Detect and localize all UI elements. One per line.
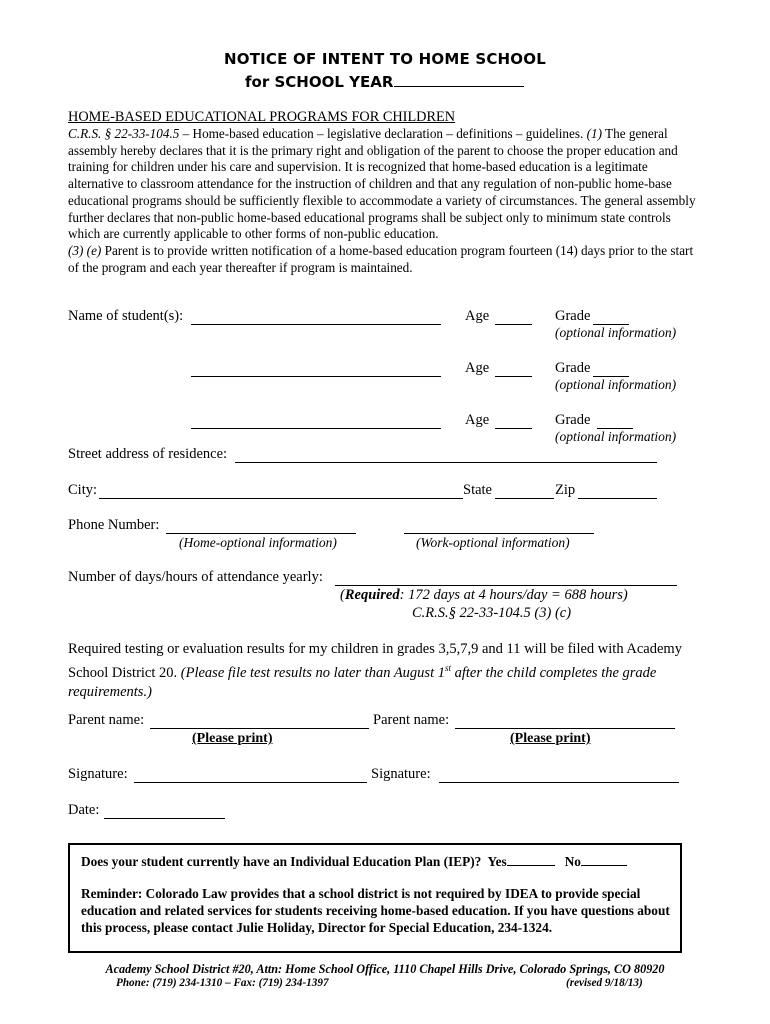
required-open: (	[340, 587, 345, 603]
attendance-required-note	[340, 587, 628, 604]
iep-question-row	[81, 854, 627, 870]
grade-label-1: Grade	[555, 308, 591, 324]
statute-heading: HOME-BASED EDUCATIONAL PROGRAMS FOR CHILDREN	[68, 109, 456, 125]
grade-field-1[interactable]	[593, 312, 629, 325]
attendance-citation: C.R.S.§ 22-33-104.5 (3) (c)	[412, 605, 572, 621]
iep-yes-label: Yes	[487, 854, 507, 869]
student-name-field-3[interactable]	[191, 416, 441, 429]
zip-label: Zip	[555, 482, 576, 498]
iep-notice-box	[68, 843, 682, 953]
age-label-3: Age	[465, 412, 490, 428]
signature-label-2: Signature:	[371, 766, 431, 782]
optional-info-1: (optional information)	[555, 325, 677, 340]
phone-home-field[interactable]	[166, 521, 356, 534]
age-label-2: Age	[465, 360, 490, 376]
phone-label: Phone Number:	[68, 517, 160, 533]
school-year-label: for SCHOOL YEAR	[245, 73, 394, 91]
required-word: Required	[344, 587, 400, 603]
parent-name-field-2[interactable]	[455, 716, 675, 729]
signature-label-1: Signature:	[68, 766, 128, 782]
date-label: Date:	[68, 802, 100, 818]
testing-italic-2: after the child completes the grade requirements.)	[68, 664, 657, 700]
age-field-3[interactable]	[495, 416, 532, 429]
attendance-label: Number of days/hours of attendance yearly:	[68, 569, 323, 585]
grade-label-2: Grade	[555, 360, 591, 376]
street-field[interactable]	[235, 450, 657, 463]
age-label-1: Age	[465, 308, 490, 324]
statute-citation: C.R.S. § 22-33-104.5	[68, 126, 180, 141]
street-label: Street address of residence:	[68, 446, 228, 462]
grade-label-3: Grade	[555, 412, 591, 428]
required-text: : 172 days at 4 hours/day = 688 hours)	[399, 587, 628, 603]
parent-name-label-2: Parent name:	[373, 712, 450, 728]
iep-no-label: No	[564, 854, 581, 869]
state-label: State	[463, 482, 492, 498]
city-label: City:	[68, 482, 98, 498]
optional-info-2: (optional information)	[555, 377, 677, 392]
statute-section	[68, 108, 700, 276]
phone-work-hint: (Work-optional information)	[416, 535, 570, 550]
statute-p1-body: The general assembly hereby declares that it is the primary right and obligation of the parent to choose the proper education and training for children under his care and supervision. It is recognized that home-based education is a legitimate alternative to classroom attendance for the instruction of children and that any regulation of non-public home-base educational programs should be sufficiently flexible to accommodate a variety of circumstances. The general assembly further declares that non-public home-based educational programs shall be subject only to minimum state controls which are currently applicable to other forms of non-public education.	[68, 126, 696, 242]
students-label: Name of student(s):	[68, 308, 184, 324]
signature-field-1[interactable]	[134, 770, 367, 783]
footer-address: Academy School District #20, Attn: Home School Office, 1110 Chapel Hills Drive, Colorado Springs, CO 80920	[105, 962, 665, 976]
school-year-row	[245, 72, 524, 91]
parent-name-label-1: Parent name:	[68, 712, 145, 728]
statute-p2-body: Parent is to provide written notification of a home-based education program fourteen (14) days prior to the start of the program and each year thereafter if program is maintained.	[68, 242, 694, 275]
attendance-field[interactable]	[335, 573, 677, 586]
please-print-1: (Please print)	[192, 731, 273, 746]
footer-revised: (revised 9/18/13)	[566, 977, 643, 989]
grade-field-2[interactable]	[593, 364, 629, 377]
statute-p1-marker: (1)	[586, 126, 602, 141]
testing-paragraph	[68, 640, 708, 702]
zip-field[interactable]	[578, 486, 657, 499]
statute-p2-marker: (3) (e)	[68, 242, 102, 258]
age-field-1[interactable]	[495, 312, 532, 325]
grade-field-3[interactable]	[597, 416, 633, 429]
phone-work-field[interactable]	[404, 521, 594, 534]
optional-info-3: (optional information)	[555, 429, 677, 444]
form-title: NOTICE OF INTENT TO HOME SCHOOL	[224, 50, 546, 68]
signature-field-2[interactable]	[439, 770, 679, 783]
reminder-text: Reminder: Colorado Law provides that a school district is not required by IDEA to provide special education and related services for students receiving home-based education. If you have questions about this process, please contact Julie Holiday, Director for Special Education, 234-1324.	[81, 886, 670, 935]
age-field-2[interactable]	[495, 364, 532, 377]
city-field[interactable]	[99, 486, 463, 499]
student-name-field-2[interactable]	[191, 364, 441, 377]
student-name-field-1[interactable]	[191, 312, 441, 325]
date-field[interactable]	[104, 806, 225, 819]
phone-home-hint: (Home-optional information)	[179, 535, 337, 550]
iep-yes-field[interactable]	[507, 854, 555, 866]
statute-paragraph-2	[68, 243, 700, 276]
please-print-2: (Please print)	[510, 731, 591, 746]
statute-p1-text: – Home-based education – legislative declaration – definitions – guidelines.	[179, 126, 587, 141]
testing-sup: st	[444, 663, 451, 673]
testing-text: Required testing or evaluation results for my children in grades 3,5,7,9 and 11 will be filed with Academy School District 20.	[68, 641, 682, 681]
footer-phone-fax: Phone: (719) 234-1310 – Fax: (719) 234-1397	[116, 977, 329, 989]
school-year-field[interactable]	[394, 72, 524, 87]
statute-paragraph-1	[68, 126, 700, 243]
state-field[interactable]	[495, 486, 554, 499]
iep-question: Does your student currently have an Individual Education Plan (IEP)?	[81, 854, 482, 869]
parent-name-field-1[interactable]	[150, 716, 369, 729]
testing-italic-1: (Please file test results no later than August 1	[180, 664, 445, 681]
iep-no-field[interactable]	[581, 854, 627, 866]
